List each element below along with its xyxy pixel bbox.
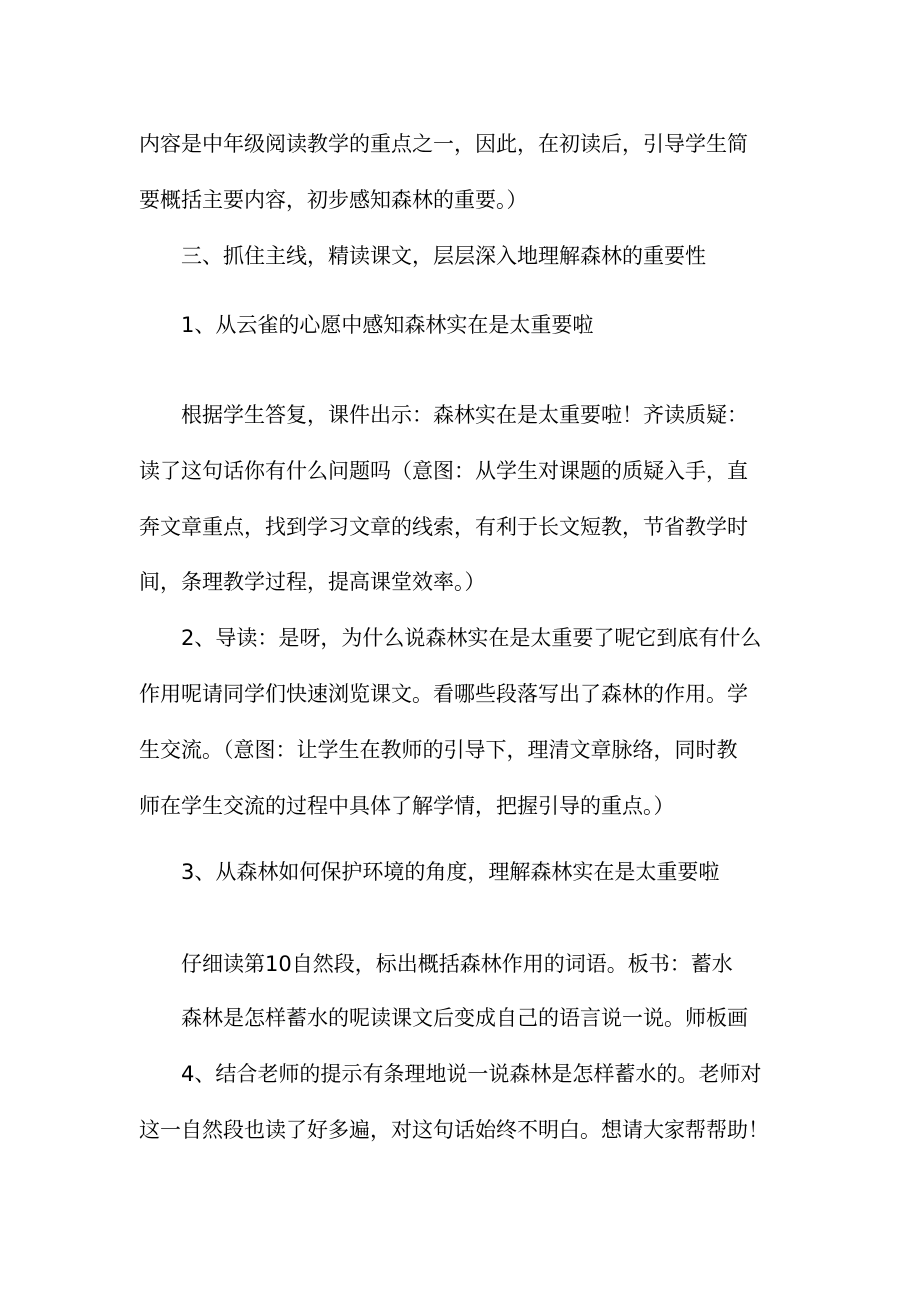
paragraph-line: 4、结合老师的提示有条理地说一说森林是怎样蓄水的。老师对 [181,1062,762,1086]
paragraph-line: 要概括主要内容，初步感知森林的重要。） [139,188,528,212]
paragraph-line: 读了这句话你有什么问题吗（意图：从学生对课题的质疑入手，直 [139,459,748,483]
paragraph-line: 森林是怎样蓄水的呢读课文后变成自己的语言说一说。师板画 [181,1006,748,1030]
section-heading: 三、抓住主线，精读课文，层层深入地理解森林的重要性 [181,244,706,268]
paragraph-line: 根据学生答复，课件出示：森林实在是太重要啦！齐读质疑： [181,403,748,427]
subsection-heading: 1、从云雀的心愿中感知森林实在是太重要啦 [181,313,594,337]
paragraph-line: 间，条理教学过程，提高课堂效率。） [139,570,486,594]
subsection-heading: 3、从森林如何保护环境的角度，理解森林实在是太重要啦 [181,860,720,884]
paragraph-line: 生交流。（意图：让学生在教师的引导下，理清文章脉络，同时教 [139,738,738,762]
paragraph-line: 奔文章重点，找到学习文章的线索，有利于长文短教，节省教学时 [139,515,748,539]
paragraph-line: 作用呢请同学们快速浏览课文。看哪些段落写出了森林的作用。学 [139,682,748,706]
paragraph-line: 仔细读第10自然段，标出概括森林作用的词语。板书：蓄水 [181,952,733,976]
paragraph-line: 师在学生交流的过程中具体了解学情，把握引导的重点。） [139,794,675,818]
paragraph-line: 内容是中年级阅读教学的重点之一，因此，在初读后，引导学生简 [139,132,748,156]
paragraph-line: 这一自然段也读了好多遍，对这句话始终不明白。想请大家帮帮助！ [139,1118,769,1142]
paragraph-line: 2、导读：是呀，为什么说森林实在是太重要了呢它到底有什么 [181,626,762,650]
